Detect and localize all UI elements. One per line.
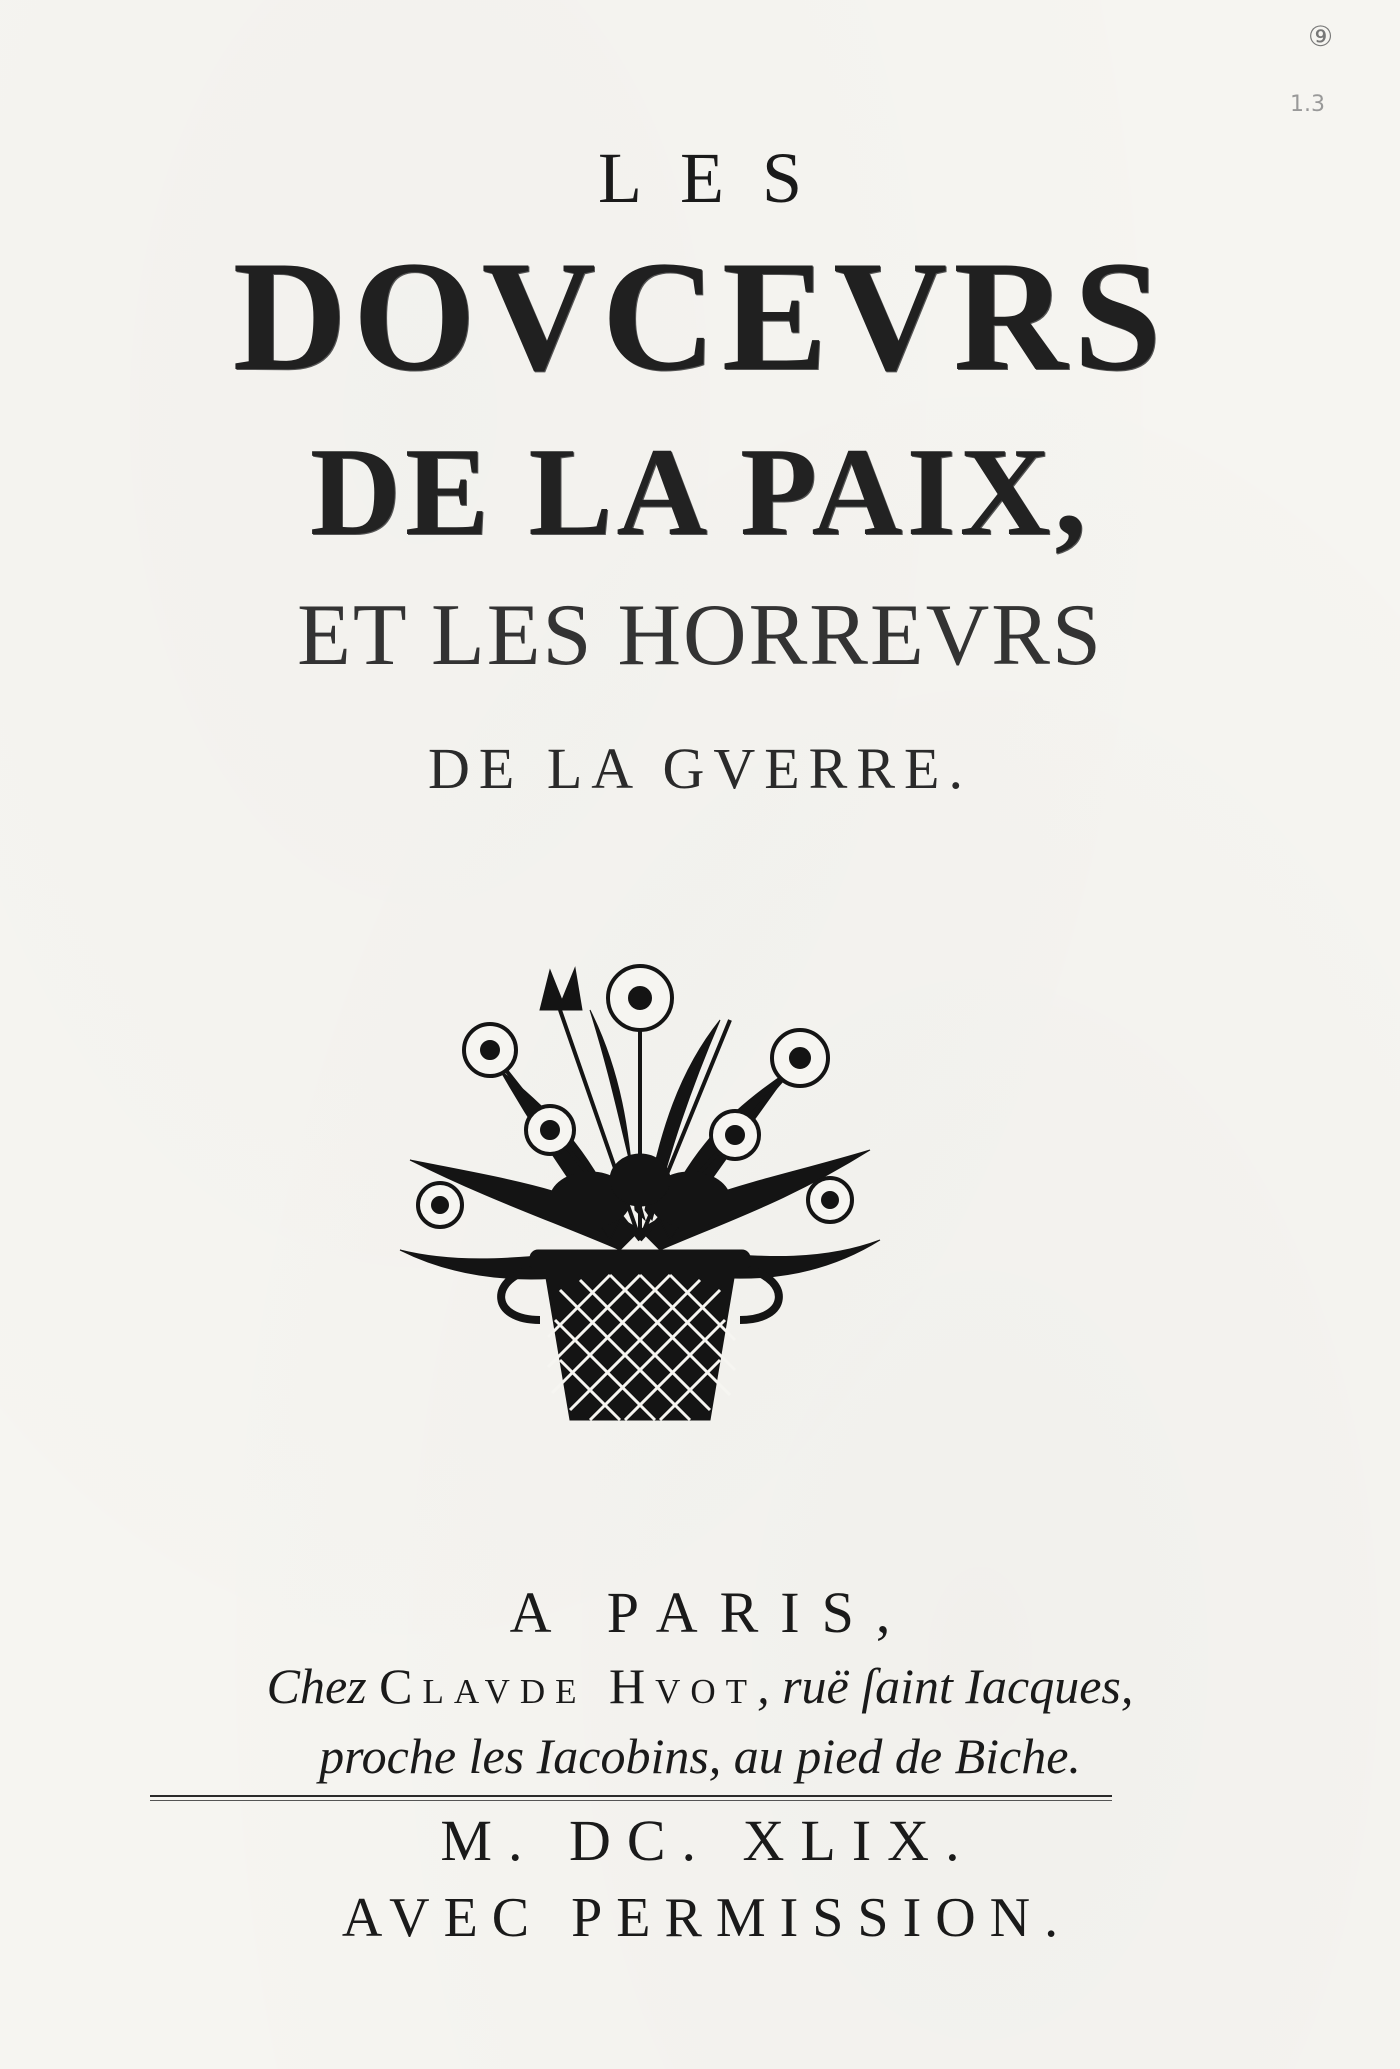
- imprint-street: , ruë ſaint Iacques,: [757, 1658, 1134, 1714]
- imprint-address-line: proche les Iacobins, au pied de Biche.: [319, 1728, 1081, 1784]
- title-line-doucevrs: DOVCEVRS: [232, 229, 1168, 404]
- title-line-les: LES: [597, 138, 840, 218]
- imprint-permission: AVEC PERMISSION.: [341, 1887, 1073, 1949]
- imprint-place: A PARIS,: [509, 1580, 913, 1645]
- flower-basket-woodcut-icon: [390, 950, 890, 1430]
- title-line-de-la-guerre: DE LA GVERRE.: [428, 736, 972, 801]
- imprint-year: M. DC. XLIX.: [440, 1808, 976, 1873]
- imprint-printer-line: [0, 1658, 1400, 1714]
- imprint-rule-divider: [150, 1795, 1112, 1801]
- marginal-note: 1.3: [1290, 92, 1325, 117]
- imprint-printer-name: Clavde Hvot: [379, 1658, 758, 1714]
- title-line-de-la-paix: DE LA PAIX,: [309, 423, 1091, 562]
- imprint-chez-prefix: Chez: [266, 1658, 380, 1714]
- title-line-et-les-horrevrs: ET LES HORREVRS: [297, 587, 1103, 684]
- circled-folio-number: ⑨: [1308, 20, 1334, 53]
